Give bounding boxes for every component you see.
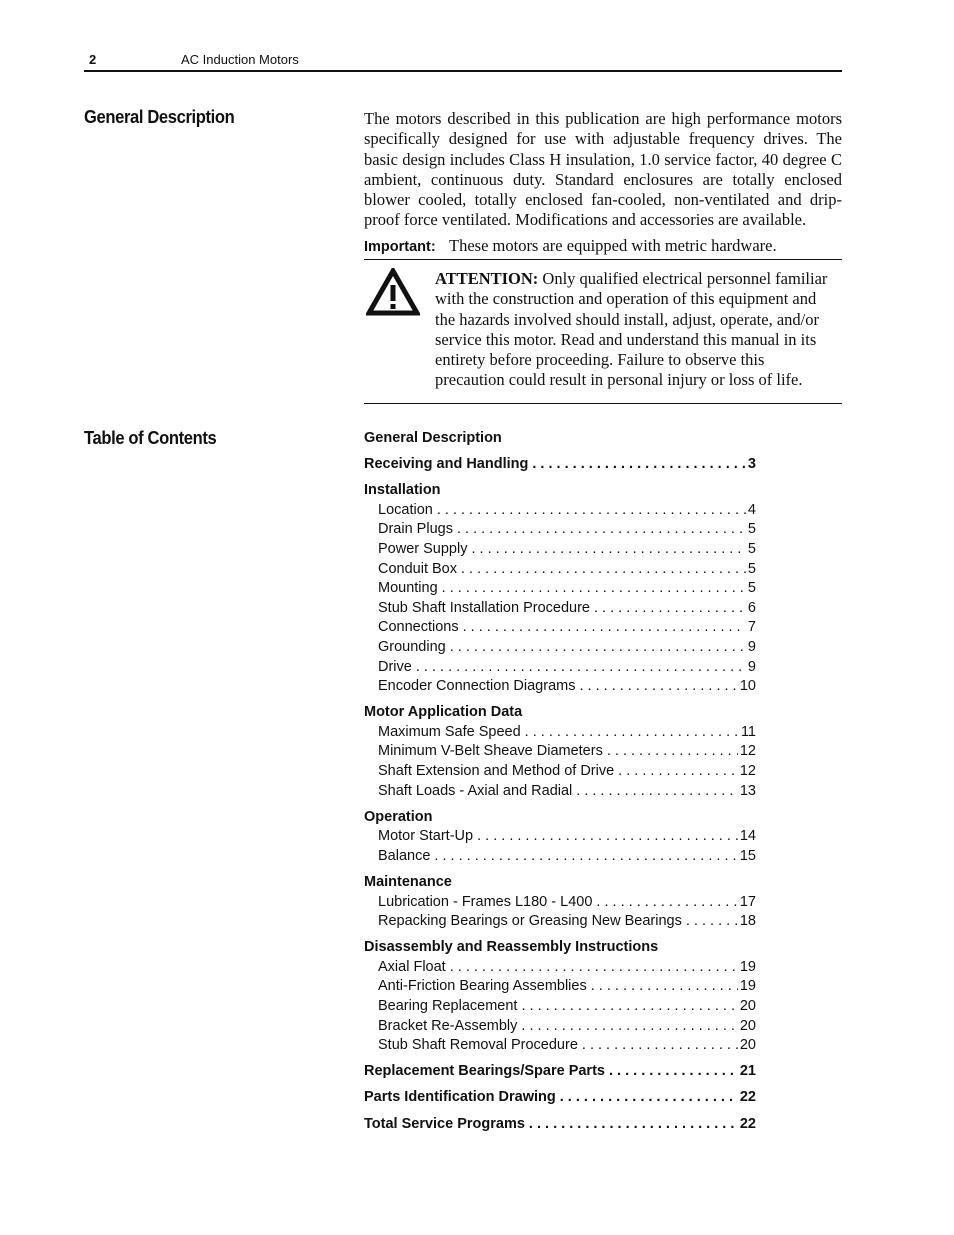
toc-entry-page: 20 xyxy=(739,998,756,1015)
running-title: AC Induction Motors xyxy=(181,52,299,67)
general-description-paragraph: The motors described in this publication are high performance motors specifically designed for use with adjustable frequency drives. The basic design includes Class H insulation, 1.0 service factor, 40 degree C ambient, continuous duty. Standard enclosures are totally enclosed blower cooled, totally enclosed fan-cooled, non-ventilated and drip-proof force ventilated. Modifications and accessories are available. xyxy=(364,109,842,230)
toc-leader-dots xyxy=(618,763,738,779)
page-number: 2 xyxy=(89,52,97,67)
toc-entry-label: Replacement Bearings/Spare Parts xyxy=(364,1063,605,1080)
toc-entry[interactable] xyxy=(364,678,756,698)
toc-leader-dots xyxy=(686,913,738,929)
toc-entry-label: Repacking Bearings or Greasing New Bearings xyxy=(378,913,682,930)
toc-entry-label: Bearing Replacement xyxy=(378,998,518,1015)
toc-entry[interactable] xyxy=(364,619,756,639)
toc-entry[interactable] xyxy=(364,639,756,659)
toc-leader-dots xyxy=(582,1037,738,1053)
attention-label: ATTENTION: xyxy=(435,269,539,288)
toc-leader-dots xyxy=(437,502,746,518)
toc-leader-dots xyxy=(579,678,737,694)
toc-entry-page: 15 xyxy=(739,847,756,864)
attention-top-rule xyxy=(364,259,842,260)
toc-entry-label: Bracket Re-Assembly xyxy=(378,1017,518,1034)
toc-leader-dots xyxy=(471,541,745,557)
toc-entry-page: 12 xyxy=(739,763,756,779)
toc-entry-page: 9 xyxy=(747,658,756,675)
toc-heading: Table of Contents xyxy=(84,428,217,448)
toc-entry[interactable] xyxy=(364,998,756,1018)
toc-leader-dots xyxy=(560,1089,738,1105)
important-text: These motors are equipped with metric hardware. xyxy=(449,236,777,255)
toc-leader-dots xyxy=(607,743,738,759)
toc-section-heading: Maintenance xyxy=(364,873,452,890)
general-description-heading: General Description xyxy=(84,107,235,127)
toc-entry-major[interactable] xyxy=(364,1089,756,1109)
toc-entry-page: 19 xyxy=(739,958,756,975)
toc-entry-label: Minimum V-Belt Sheave Diameters xyxy=(378,743,603,760)
toc-entry-label: Drive xyxy=(378,658,412,675)
toc-entry-page: 5 xyxy=(747,521,756,538)
toc-entry[interactable] xyxy=(364,828,756,848)
toc-entry-label: Stub Shaft Installation Procedure xyxy=(378,599,590,616)
toc-leader-dots xyxy=(591,978,738,994)
toc-entry-label: Motor Start-Up xyxy=(378,828,474,845)
table-of-contents xyxy=(364,430,756,1142)
toc-leader-dots xyxy=(442,580,746,596)
toc-entry-label: Lubrication - Frames L180 - L400 xyxy=(378,893,593,910)
attention-block xyxy=(435,269,833,391)
toc-leader-dots xyxy=(416,659,746,675)
toc-entry-label: Mounting xyxy=(378,580,438,597)
toc-entry-page: 17 xyxy=(739,893,756,910)
toc-entry[interactable] xyxy=(364,502,756,522)
toc-entry-label: Parts Identification Drawing xyxy=(364,1089,556,1106)
toc-entry-label: Shaft Extension and Method of Drive xyxy=(378,763,615,779)
toc-leader-dots xyxy=(609,1063,738,1079)
toc-entry[interactable] xyxy=(364,978,756,998)
toc-leader-dots xyxy=(477,828,738,844)
toc-entry-label: Location xyxy=(378,501,433,518)
toc-entry-page: 7 xyxy=(747,619,756,636)
toc-entry-page: 22 xyxy=(739,1089,756,1106)
toc-leader-dots xyxy=(457,521,746,537)
toc-section-heading: Operation xyxy=(364,808,433,825)
toc-section-heading: Disassembly and Reassembly Instructions xyxy=(364,939,659,956)
toc-leader-dots xyxy=(529,1116,738,1132)
toc-entry-label: Drain Plugs xyxy=(378,521,453,538)
toc-entry-label: Maximum Safe Speed xyxy=(378,723,521,740)
toc-entry[interactable] xyxy=(364,600,756,620)
toc-leader-dots xyxy=(434,848,737,864)
toc-entry-page: 18 xyxy=(739,913,756,930)
toc-entry[interactable] xyxy=(364,848,756,868)
toc-entry-page: 20 xyxy=(739,1017,756,1034)
toc-entry[interactable] xyxy=(364,743,756,763)
toc-entry-page: 19 xyxy=(739,978,756,995)
toc-general-description: General Description xyxy=(364,430,502,446)
toc-entry[interactable] xyxy=(364,521,756,541)
toc-entry-label: Conduit Box xyxy=(378,560,457,577)
toc-entry[interactable] xyxy=(364,783,756,803)
toc-section-heading: Motor Application Data xyxy=(364,704,523,721)
toc-entry-label: Total Service Programs xyxy=(364,1115,525,1132)
important-label: Important: xyxy=(364,239,436,255)
toc-entry-label: Anti-Friction Bearing Assemblies xyxy=(378,978,587,995)
toc-entry-label: Grounding xyxy=(378,638,446,655)
toc-entry[interactable] xyxy=(364,959,756,979)
page-header xyxy=(84,52,842,72)
toc-entry[interactable] xyxy=(364,561,756,581)
toc-leader-dots xyxy=(450,959,738,975)
toc-leader-dots xyxy=(521,998,737,1014)
toc-entry-major[interactable] xyxy=(364,1116,756,1136)
toc-entry-page: 6 xyxy=(747,599,756,616)
toc-entry-page: 12 xyxy=(739,743,756,760)
toc-entry-page: 11 xyxy=(740,723,756,740)
toc-leader-dots xyxy=(450,639,746,655)
toc-entry-page: 13 xyxy=(739,782,756,799)
toc-leader-dots xyxy=(594,600,746,616)
important-note xyxy=(364,236,842,256)
toc-leader-dots xyxy=(461,561,746,577)
toc-entry-major[interactable] xyxy=(364,1063,756,1083)
toc-entry-label: Encoder Connection Diagrams xyxy=(378,678,576,695)
toc-entry-label: Axial Float xyxy=(378,958,446,975)
attention-bottom-rule xyxy=(364,403,842,404)
attention-text: Only qualified electrical personnel familiar with the construction and operation of this equipment and the hazards involved should install, adjust, operate, and/or service this motor. Read and understand this manual in its entirety before proceeding. Failure to observe this precaution could result in personal injury or loss of life. xyxy=(435,269,828,390)
toc-entry-page: 10 xyxy=(739,678,756,695)
warning-triangle-icon xyxy=(366,268,420,316)
toc-leader-dots xyxy=(576,783,738,799)
toc-leader-dots xyxy=(463,619,746,635)
toc-entry-page: 20 xyxy=(739,1037,756,1054)
toc-entry-page: 4 xyxy=(747,501,756,518)
toc-leader-dots xyxy=(596,894,737,910)
toc-entry[interactable] xyxy=(364,724,756,744)
toc-entry-page: 14 xyxy=(739,828,756,845)
toc-leader-dots xyxy=(525,724,739,740)
toc-section-heading: Installation xyxy=(364,482,441,499)
toc-entry[interactable] xyxy=(364,659,756,679)
toc-entry[interactable] xyxy=(364,913,756,933)
toc-entry[interactable] xyxy=(364,894,756,914)
toc-leader-dots xyxy=(521,1018,737,1034)
toc-entry-label: Connections xyxy=(378,619,459,636)
toc-entry[interactable] xyxy=(364,1037,756,1057)
toc-entry-label: Balance xyxy=(378,847,431,864)
toc-entry-page: 5 xyxy=(747,560,756,577)
toc-entry-label: Shaft Loads - Axial and Radial xyxy=(378,782,573,799)
toc-entry-page: 5 xyxy=(747,540,756,557)
toc-entry-page: 5 xyxy=(747,580,756,597)
toc-entry-page: 21 xyxy=(739,1063,756,1080)
toc-entry[interactable] xyxy=(364,1018,756,1038)
toc-entry-label: Stub Shaft Removal Procedure xyxy=(378,1037,578,1054)
toc-entry[interactable] xyxy=(364,763,756,783)
toc-entry-receiving[interactable]: Receiving and Handling . . . 3 xyxy=(364,456,756,476)
toc-entry[interactable] xyxy=(364,541,756,561)
toc-entry-page: 22 xyxy=(739,1115,756,1132)
toc-entry-label: Power Supply xyxy=(378,540,468,557)
toc-entry-page: 9 xyxy=(747,638,756,655)
toc-entry[interactable] xyxy=(364,580,756,600)
